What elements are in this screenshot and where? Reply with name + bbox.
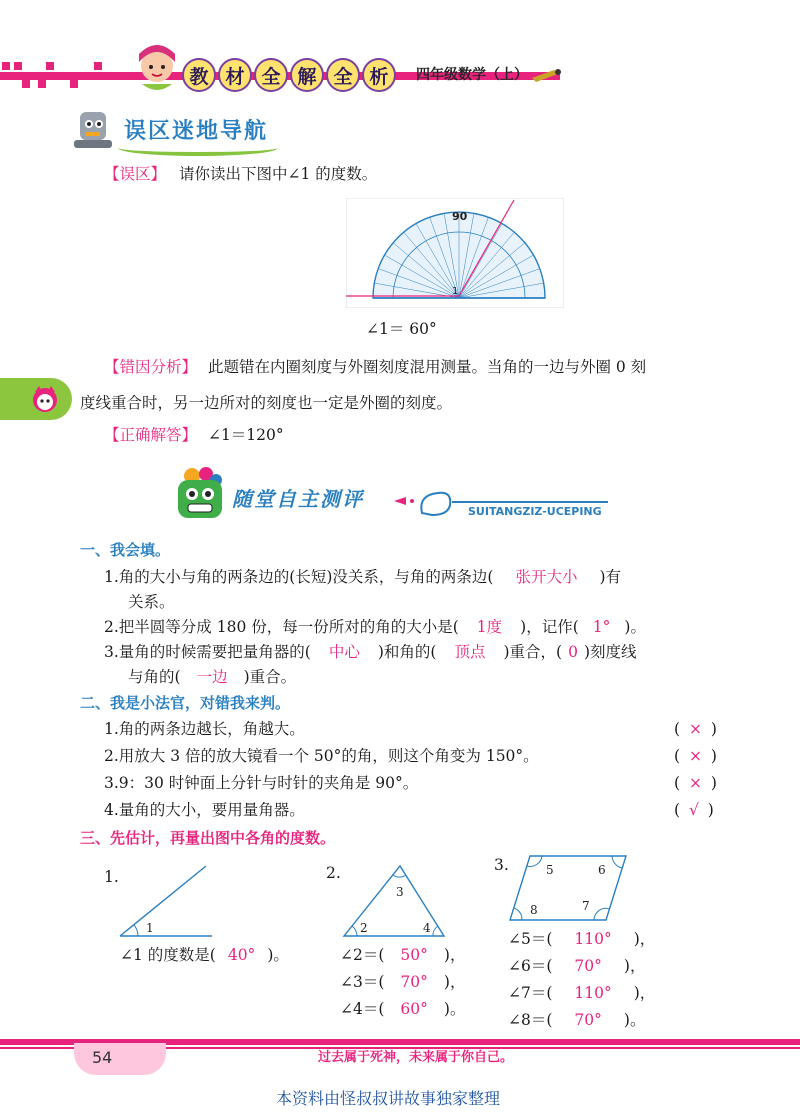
q2-answer-2: 1° [592,618,611,636]
judge-mark-3: ( × ) [674,774,717,792]
answer-value: 70° [574,957,602,975]
fig2-label-4: 4 [423,921,431,935]
judge-mark-value: × [688,720,702,738]
fig3-answer-6 [508,955,645,977]
q2-mid: )，记作( [520,618,579,636]
fig2-triangle [340,862,450,940]
fig2-answer-4 [340,998,465,1020]
footer-motto: 过去属于死神，未来属于你自己。 [318,1050,514,1065]
fig1-angle [116,862,216,944]
q1-answer: 张开大小 [515,568,578,586]
judge-item-2: 2.用放大 3 倍的放大镜看一个 50°的角，则这个角变为 150°。 [104,747,539,765]
fig1-answer-prefix: ∠1 的度数是( [120,946,216,964]
judge-item-1: 1.角的两条边越长，角越大。 [104,720,305,738]
monster-mascot-icon [170,466,230,526]
q2-answer-1: 1度 [476,618,503,636]
header-char: 材 [218,58,252,92]
answer-suffix: )， [443,973,466,991]
analysis-line-1 [104,356,646,378]
wrong-answer: ∠1＝ 60° [366,320,437,338]
fig1-number: 1. [104,868,119,886]
q3-mid-2: )重合，( [503,643,563,661]
q3-answer-2: 顶点 [454,643,486,661]
part1-q1 [104,566,621,588]
answer-suffix: )， [443,946,466,964]
title-underline [118,140,278,156]
fig3-answer-8 [508,1009,645,1031]
answer-value: 60° [400,1000,428,1018]
page-number: 54 [92,1048,113,1067]
page-number-tab [74,1043,166,1075]
q1-suffix: )有 [599,568,622,586]
fox-mascot-icon [30,384,60,414]
analysis-text: 此题错在内圈刻度与外圈刻度混用测量。当角的一边与外圈 0 刻 [207,358,647,376]
angle-1-label: 1 [452,286,459,297]
answer-prefix: ∠2＝( [340,946,385,964]
section-title: 误区迷地导航 [124,119,269,144]
fig1-answer [120,944,289,966]
girl-mascot-icon [128,40,186,96]
grade-label: 四年级数学（上） [416,67,528,83]
judge-mark-4: ( √ ) [674,801,714,819]
banner-title: 随堂自主测评 [232,487,364,511]
header-char: 全 [326,58,360,92]
answer-suffix: )， [633,984,656,1002]
banner-subtitle: SUITANGZIZ-UCEPING [468,505,602,518]
judge-mark-2: ( × ) [674,747,717,765]
answer-prefix: ∠8＝( [508,1011,553,1029]
answer-prefix: ∠5＝( [508,930,553,948]
fig2-label-3: 3 [396,885,404,899]
q3-mid-1: )和角的( [377,643,437,661]
part1-q3 [104,641,637,663]
header-char: 全 [254,58,288,92]
tag-correct: 【正确解答】 [104,426,198,444]
answer-suffix: )， [623,957,646,975]
correct-answer: ∠1＝120° [207,426,284,444]
sidebar-tab [0,378,72,420]
judge-mark-1: ( × ) [674,720,717,738]
question-line [104,163,377,185]
fig3-label-5: 5 [546,863,554,877]
part2-heading: 二、我是小法官，对错我来判。 [80,694,291,712]
fig3-number: 3. [494,856,509,874]
q3-suffix: )刻度线 [583,643,637,661]
fig2-number: 2. [326,864,341,882]
judge-item-3: 3.9：30 时钟面上分针与时针的夹角是 90°。 [104,774,419,792]
header-char: 析 [362,58,396,92]
answer-prefix: ∠6＝( [508,957,553,975]
fig3-parallelogram [506,852,630,926]
answer-value: 70° [400,973,428,991]
footer-credit: 本资料由怪叔叔讲故事独家整理 [276,1089,501,1108]
part1-heading: 一、我会填。 [80,541,171,559]
q3-prefix: 3.量角的时候需要把量角器的( [104,643,311,661]
fig1-answer-value: 40° [227,946,256,964]
header-char: 解 [290,58,324,92]
fig2-answer-3 [340,971,465,993]
fig3-answer-5 [508,928,655,950]
answer-value: 110° [574,930,612,948]
protractor-figure [346,198,564,308]
q2-prefix: 2.把半圆等分成 180 份，每一份所对的角的大小是( [104,618,459,636]
fig3-label-6: 6 [598,863,606,877]
part1-q3-cont [128,666,296,688]
judge-item-4: 4.量角的大小，要用量角器。 [104,801,305,819]
q3-cont-suffix: )重合。 [243,668,297,686]
answer-suffix: )， [633,930,656,948]
q3-cont-prefix: 与角的( [128,668,181,686]
answer-value: 50° [400,946,428,964]
fig2-answer-2 [340,944,465,966]
fig1-angle-label: 1 [146,921,154,935]
q2-suffix: )。 [624,618,646,636]
answer-prefix: ∠7＝( [508,984,553,1002]
question-text: 请你读出下图中∠1 的度数。 [178,165,378,183]
answer-suffix: )。 [623,1011,646,1029]
answer-value: 110° [574,984,612,1002]
part3-heading: 三、先估计，再量出图中各角的度数。 [80,829,336,847]
analysis-line-2: 度线重合时，另一边所对的刻度也一定是外圈的刻度。 [80,394,453,412]
banner-underline [452,501,608,503]
pencil-icon [530,66,562,82]
header-char: 教 [182,58,216,92]
q3-answer-3: 0 [568,643,578,661]
fig3-answer-7 [508,982,655,1004]
q1-prefix: 1.角的大小与角的两条边的(长短)没关系，与角的两条边( [104,568,494,586]
tag-error: 【误区】 [104,165,167,183]
test-banner [222,481,608,521]
part1-q1-cont: 关系。 [128,593,175,611]
q3-answer-1: 中心 [328,643,360,661]
correct-line [104,424,284,446]
q3-answer-4: 一边 [196,668,228,686]
judge-mark-value: √ [688,801,699,819]
fig3-label-7: 7 [582,899,590,913]
fig3-label-8: 8 [530,903,538,917]
fig2-label-2: 2 [360,921,368,935]
judge-mark-value: × [688,774,702,792]
answer-value: 70° [574,1011,602,1029]
tag-analysis: 【错因分析】 [104,358,198,376]
answer-suffix: )。 [443,1000,466,1018]
answer-prefix: ∠3＝( [340,973,385,991]
protractor-90-label: 90 [452,210,468,223]
judge-mark-value: × [688,747,702,765]
robot-mascot-icon [72,106,116,150]
fig1-answer-suffix: )。 [267,946,289,964]
part1-q2 [104,616,646,638]
answer-prefix: ∠4＝( [340,1000,385,1018]
